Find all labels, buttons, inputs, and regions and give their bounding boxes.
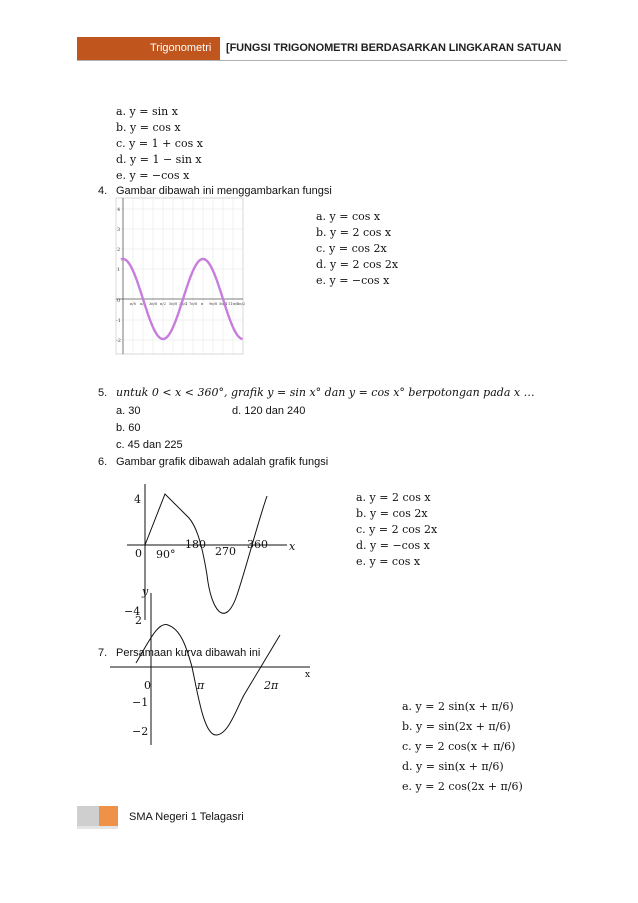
q3-options [116, 104, 203, 184]
q7-ytick-2: 2 [135, 614, 142, 627]
q4-xtick-9: 9π/8 [209, 302, 218, 306]
q6-option-e: e. y = cos x [356, 555, 421, 568]
header-divider [77, 60, 567, 61]
q3-option-e: e. y = −cos x [116, 169, 190, 182]
q5-option-d: d. 120 dan 240 [232, 405, 306, 417]
q7-y-label: y [142, 585, 149, 598]
q6-xtick-270: 270 [215, 545, 236, 558]
q4-xtick-5: 5π/8 [169, 302, 178, 306]
q5-option-a: a. 30 [116, 405, 141, 417]
q4-ytick-0: 0 [117, 298, 121, 304]
q4-xtick-10: 5π/4 [219, 302, 228, 306]
q7-number: 7. [98, 647, 108, 659]
q4-xtick-11: 11π/8 [228, 302, 239, 306]
q4-xtick-8: π [201, 302, 204, 306]
q4-xtick-6: 3π/4 [179, 302, 188, 306]
q7-graph [110, 585, 320, 745]
q6-question: Gambar grafik dibawah adalah grafik fungsi [116, 456, 329, 468]
q7-option-e: e. y = 2 cos(2x + π/6) [402, 780, 523, 793]
q6-option-d: d. y = −cos x [356, 539, 430, 552]
q6-option-a: a. y = 2 cos x [356, 491, 431, 504]
footer-school: SMA Negeri 1 Telagasri [129, 811, 244, 823]
q4-ytick-2: 2 [117, 247, 121, 253]
q6-origin: 0 [135, 547, 142, 560]
q7-question: Persamaan kurva dibawah ini [116, 647, 261, 659]
q3-option-b: b. y = cos x [116, 121, 181, 134]
q4-option-c: c. y = cos 2x [316, 242, 387, 255]
q7-xtick-pi: π [197, 679, 205, 692]
header-chapter: Trigonometri [150, 42, 212, 54]
q7-x-label: x [305, 670, 311, 680]
q7-origin: 0 [144, 679, 151, 692]
q6-xtick-90: 90° [156, 548, 176, 561]
q4-option-a: a. y = cos x [316, 210, 381, 223]
q6-option-c: c. y = 2 cos 2x [356, 523, 438, 536]
q4-ytick-3: 3 [117, 227, 121, 233]
q4-options [316, 209, 398, 289]
footer-gray-block [77, 806, 99, 826]
q7-options [402, 697, 523, 797]
footer-underline [77, 826, 118, 829]
q5-number: 5. [98, 387, 108, 399]
q7-option-b: b. y = sin(2x + π/6) [402, 720, 511, 733]
q6-options [356, 490, 437, 570]
q4-option-e: e. y = −cos x [316, 274, 390, 287]
footer-orange-block [99, 806, 118, 826]
q5-option-c: c. 45 dan 225 [116, 439, 183, 451]
q3-option-c: c. y = 1 + cos x [116, 137, 203, 150]
q5-option-b: b. 60 [116, 422, 141, 434]
q4-xtick-7: 7π/8 [189, 302, 198, 306]
q4-ytick-m1: -1 [116, 318, 121, 324]
q7-ytick-m2: −2 [132, 725, 149, 738]
q7-option-d: d. y = sin(x + π/6) [402, 760, 504, 773]
q4-xtick-2: π/4 [140, 302, 146, 306]
q6-option-b: b. y = cos 2x [356, 507, 428, 520]
q7-xtick-2pi: 2π [264, 679, 279, 692]
q7-ytick-m1: −1 [132, 696, 149, 709]
q6-ytick-top: 4 [134, 493, 141, 506]
q4-xtick-3: 3π/8 [149, 302, 158, 306]
q4-xtick-1: π/8 [130, 302, 136, 306]
q3-option-d: d. y = 1 − sin x [116, 153, 202, 166]
q4-question: Gambar dibawah ini menggambarkan fungsi [116, 185, 332, 197]
q4-ytick-1: 1 [117, 267, 121, 273]
q4-number: 4. [98, 185, 108, 197]
q4-option-d: d. y = 2 cos 2x [316, 258, 399, 271]
q4-graph [116, 198, 246, 354]
q4-ytick-4: 4 [117, 207, 121, 213]
q6-ytick-bottom: −4 [124, 605, 141, 618]
q4-ytick-m2: -2 [116, 338, 121, 344]
q6-number: 6. [98, 456, 108, 468]
q7-option-a: a. y = 2 sin(x + π/6) [402, 700, 514, 713]
q3-option-a: a. y = sin x [116, 105, 178, 118]
q7-option-c: c. y = 2 cos(x + π/6) [402, 740, 516, 753]
header-title: [FUNGSI TRIGONOMETRI BERDASARKAN LINGKARAN SATUAN [226, 42, 562, 54]
q6-x-label: x [289, 540, 296, 553]
q4-option-b: b. y = 2 cos x [316, 226, 392, 239]
q4-xtick-12: 3π/2 [237, 302, 246, 306]
q7-curve [136, 625, 280, 735]
q6-xtick-180: 180 [185, 538, 206, 551]
q5-question: untuk 0 < x < 360°, grafik y = sin x° dan y = cos x° berpotongan pada x … [116, 386, 535, 399]
q6-xtick-360: 360 [247, 538, 268, 551]
q4-xtick-4: π/2 [160, 302, 166, 306]
